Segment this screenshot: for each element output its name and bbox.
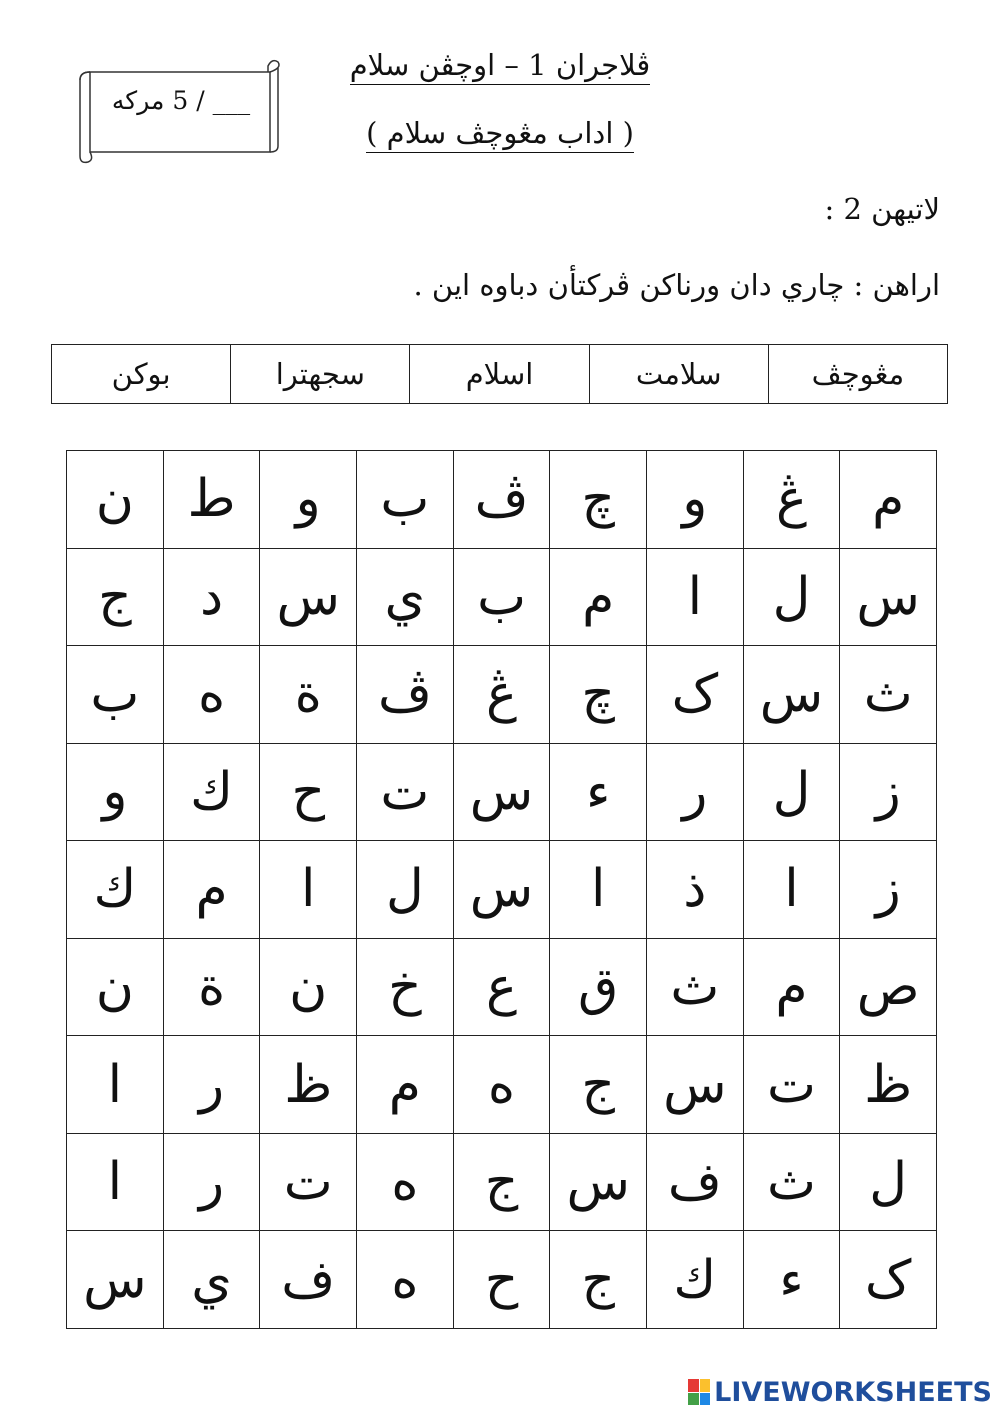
grid-cell[interactable]: ر (163, 1133, 260, 1231)
grid-cell[interactable]: ع (453, 938, 550, 1036)
grid-cell[interactable]: ي (163, 1231, 260, 1329)
grid-cell[interactable]: ه (357, 1231, 454, 1329)
grid-cell[interactable]: ج (67, 548, 164, 646)
grid-cell[interactable]: ج (453, 1133, 550, 1231)
logo-square (688, 1379, 699, 1392)
grid-cell[interactable]: ث (840, 646, 937, 744)
logo-square (700, 1379, 711, 1392)
grid-row (67, 938, 937, 1036)
grid-cell[interactable]: ک (840, 1231, 937, 1329)
grid-cell[interactable]: ن (67, 938, 164, 1036)
grid-cell[interactable]: ت (260, 1133, 357, 1231)
grid-cell[interactable]: م (840, 451, 937, 549)
grid-cell[interactable]: ڠ (743, 451, 840, 549)
grid-cell[interactable]: و (260, 451, 357, 549)
grid-cell[interactable]: ت (357, 743, 454, 841)
grid-row (67, 1036, 937, 1134)
brand-name: LIVEWORKSHEETS (714, 1376, 992, 1408)
grid-row (67, 841, 937, 939)
grid-row (67, 1133, 937, 1231)
grid-cell[interactable]: ف (647, 1133, 744, 1231)
grid-row (67, 646, 937, 744)
grid-cell[interactable]: ل (743, 743, 840, 841)
grid-cell[interactable]: ك (67, 841, 164, 939)
grid-cell[interactable]: ء (743, 1231, 840, 1329)
grid-cell[interactable]: ل (743, 548, 840, 646)
grid-cell[interactable]: ڤ (453, 451, 550, 549)
word-search-grid (66, 450, 937, 1329)
score-text: ___ / 5 مركه (111, 86, 251, 115)
grid-cell[interactable]: م (163, 841, 260, 939)
grid-cell[interactable]: ا (743, 841, 840, 939)
grid-cell[interactable]: ج (550, 1036, 647, 1134)
grid-cell[interactable]: س (743, 646, 840, 744)
grid-cell[interactable]: ل (357, 841, 454, 939)
grid-cell[interactable]: ق (550, 938, 647, 1036)
exercise-label: لاتيهن 2 : (824, 192, 940, 226)
grid-cell[interactable]: ر (163, 1036, 260, 1134)
grid-cell[interactable]: ه (453, 1036, 550, 1134)
score-box (78, 58, 284, 166)
logo-square (688, 1393, 699, 1406)
grid-cell[interactable]: م (550, 548, 647, 646)
grid-cell[interactable]: ظ (840, 1036, 937, 1134)
logo-square (700, 1393, 711, 1406)
grid-cell[interactable]: ك (647, 1231, 744, 1329)
grid-cell[interactable]: ا (647, 548, 744, 646)
liveworksheets-brand (688, 1377, 992, 1407)
page-subtitle (340, 116, 660, 150)
grid-cell[interactable]: ن (67, 451, 164, 549)
instruction-text: اراهن : چاري دان ورناکن ڤرکتأن دباوه اين . (413, 268, 940, 302)
grid-cell[interactable]: ظ (260, 1036, 357, 1134)
grid-cell[interactable]: ذ (647, 841, 744, 939)
grid-row (67, 743, 937, 841)
title-text: ڤلاجران 1 – اوچڤن سلام (350, 48, 651, 85)
grid-cell[interactable]: ب (453, 548, 550, 646)
grid-cell[interactable]: ف (260, 1231, 357, 1329)
word-bank-item: اسلام (410, 345, 589, 404)
grid-cell[interactable]: ه (357, 1133, 454, 1231)
grid-cell[interactable]: ب (67, 646, 164, 744)
page-title (340, 48, 660, 82)
grid-cell[interactable]: ڠ (453, 646, 550, 744)
grid-cell[interactable]: ا (260, 841, 357, 939)
grid-cell[interactable]: ج (550, 1231, 647, 1329)
grid-cell[interactable]: س (453, 841, 550, 939)
grid-cell[interactable]: ه (163, 646, 260, 744)
word-bank-item: مڠوچڤ (768, 345, 947, 404)
word-bank (51, 344, 948, 404)
grid-cell[interactable]: ث (647, 938, 744, 1036)
grid-cell[interactable]: ا (67, 1036, 164, 1134)
grid-cell[interactable]: ک (647, 646, 744, 744)
grid-cell[interactable]: و (67, 743, 164, 841)
word-bank-item: بوکن (52, 345, 231, 404)
grid-cell[interactable]: ة (260, 646, 357, 744)
grid-cell[interactable]: ل (840, 1133, 937, 1231)
grid-row (67, 451, 937, 549)
grid-cell[interactable]: ز (840, 743, 937, 841)
grid-cell[interactable]: ا (67, 1133, 164, 1231)
subtitle-text: ( اداب مڠوچڤ سلام ) (366, 116, 634, 153)
grid-cell[interactable]: ح (260, 743, 357, 841)
grid-cell[interactable]: ن (260, 938, 357, 1036)
grid-cell[interactable]: ي (357, 548, 454, 646)
grid-cell[interactable]: ص (840, 938, 937, 1036)
grid-cell[interactable]: س (260, 548, 357, 646)
grid-cell[interactable]: ز (840, 841, 937, 939)
word-bank-item: سلامت (589, 345, 768, 404)
grid-row (67, 548, 937, 646)
grid-cell[interactable]: ڤ (357, 646, 454, 744)
grid-cell[interactable]: ح (453, 1231, 550, 1329)
grid-cell[interactable]: ا (550, 841, 647, 939)
liveworksheets-logo-icon (688, 1379, 710, 1405)
grid-cell[interactable]: چ (550, 646, 647, 744)
grid-cell[interactable]: ب (357, 451, 454, 549)
grid-cell[interactable]: ط (163, 451, 260, 549)
grid-cell[interactable]: و (647, 451, 744, 549)
grid-cell[interactable]: ر (647, 743, 744, 841)
grid-cell[interactable]: س (647, 1036, 744, 1134)
grid-cell[interactable]: س (67, 1231, 164, 1329)
grid-cell[interactable]: ة (163, 938, 260, 1036)
grid-cell[interactable]: م (743, 938, 840, 1036)
grid-row (67, 1231, 937, 1329)
grid-cell[interactable]: س (840, 548, 937, 646)
grid-cell[interactable]: خ (357, 938, 454, 1036)
grid-cell[interactable]: ث (743, 1133, 840, 1231)
grid-cell[interactable]: س (550, 1133, 647, 1231)
grid-cell[interactable]: ء (550, 743, 647, 841)
word-bank-item: سجهترا (231, 345, 410, 404)
grid-cell[interactable]: ت (743, 1036, 840, 1134)
grid-cell[interactable]: چ (550, 451, 647, 549)
grid-cell[interactable]: د (163, 548, 260, 646)
grid-cell[interactable]: م (357, 1036, 454, 1134)
grid-cell[interactable]: س (453, 743, 550, 841)
grid-cell[interactable]: ك (163, 743, 260, 841)
